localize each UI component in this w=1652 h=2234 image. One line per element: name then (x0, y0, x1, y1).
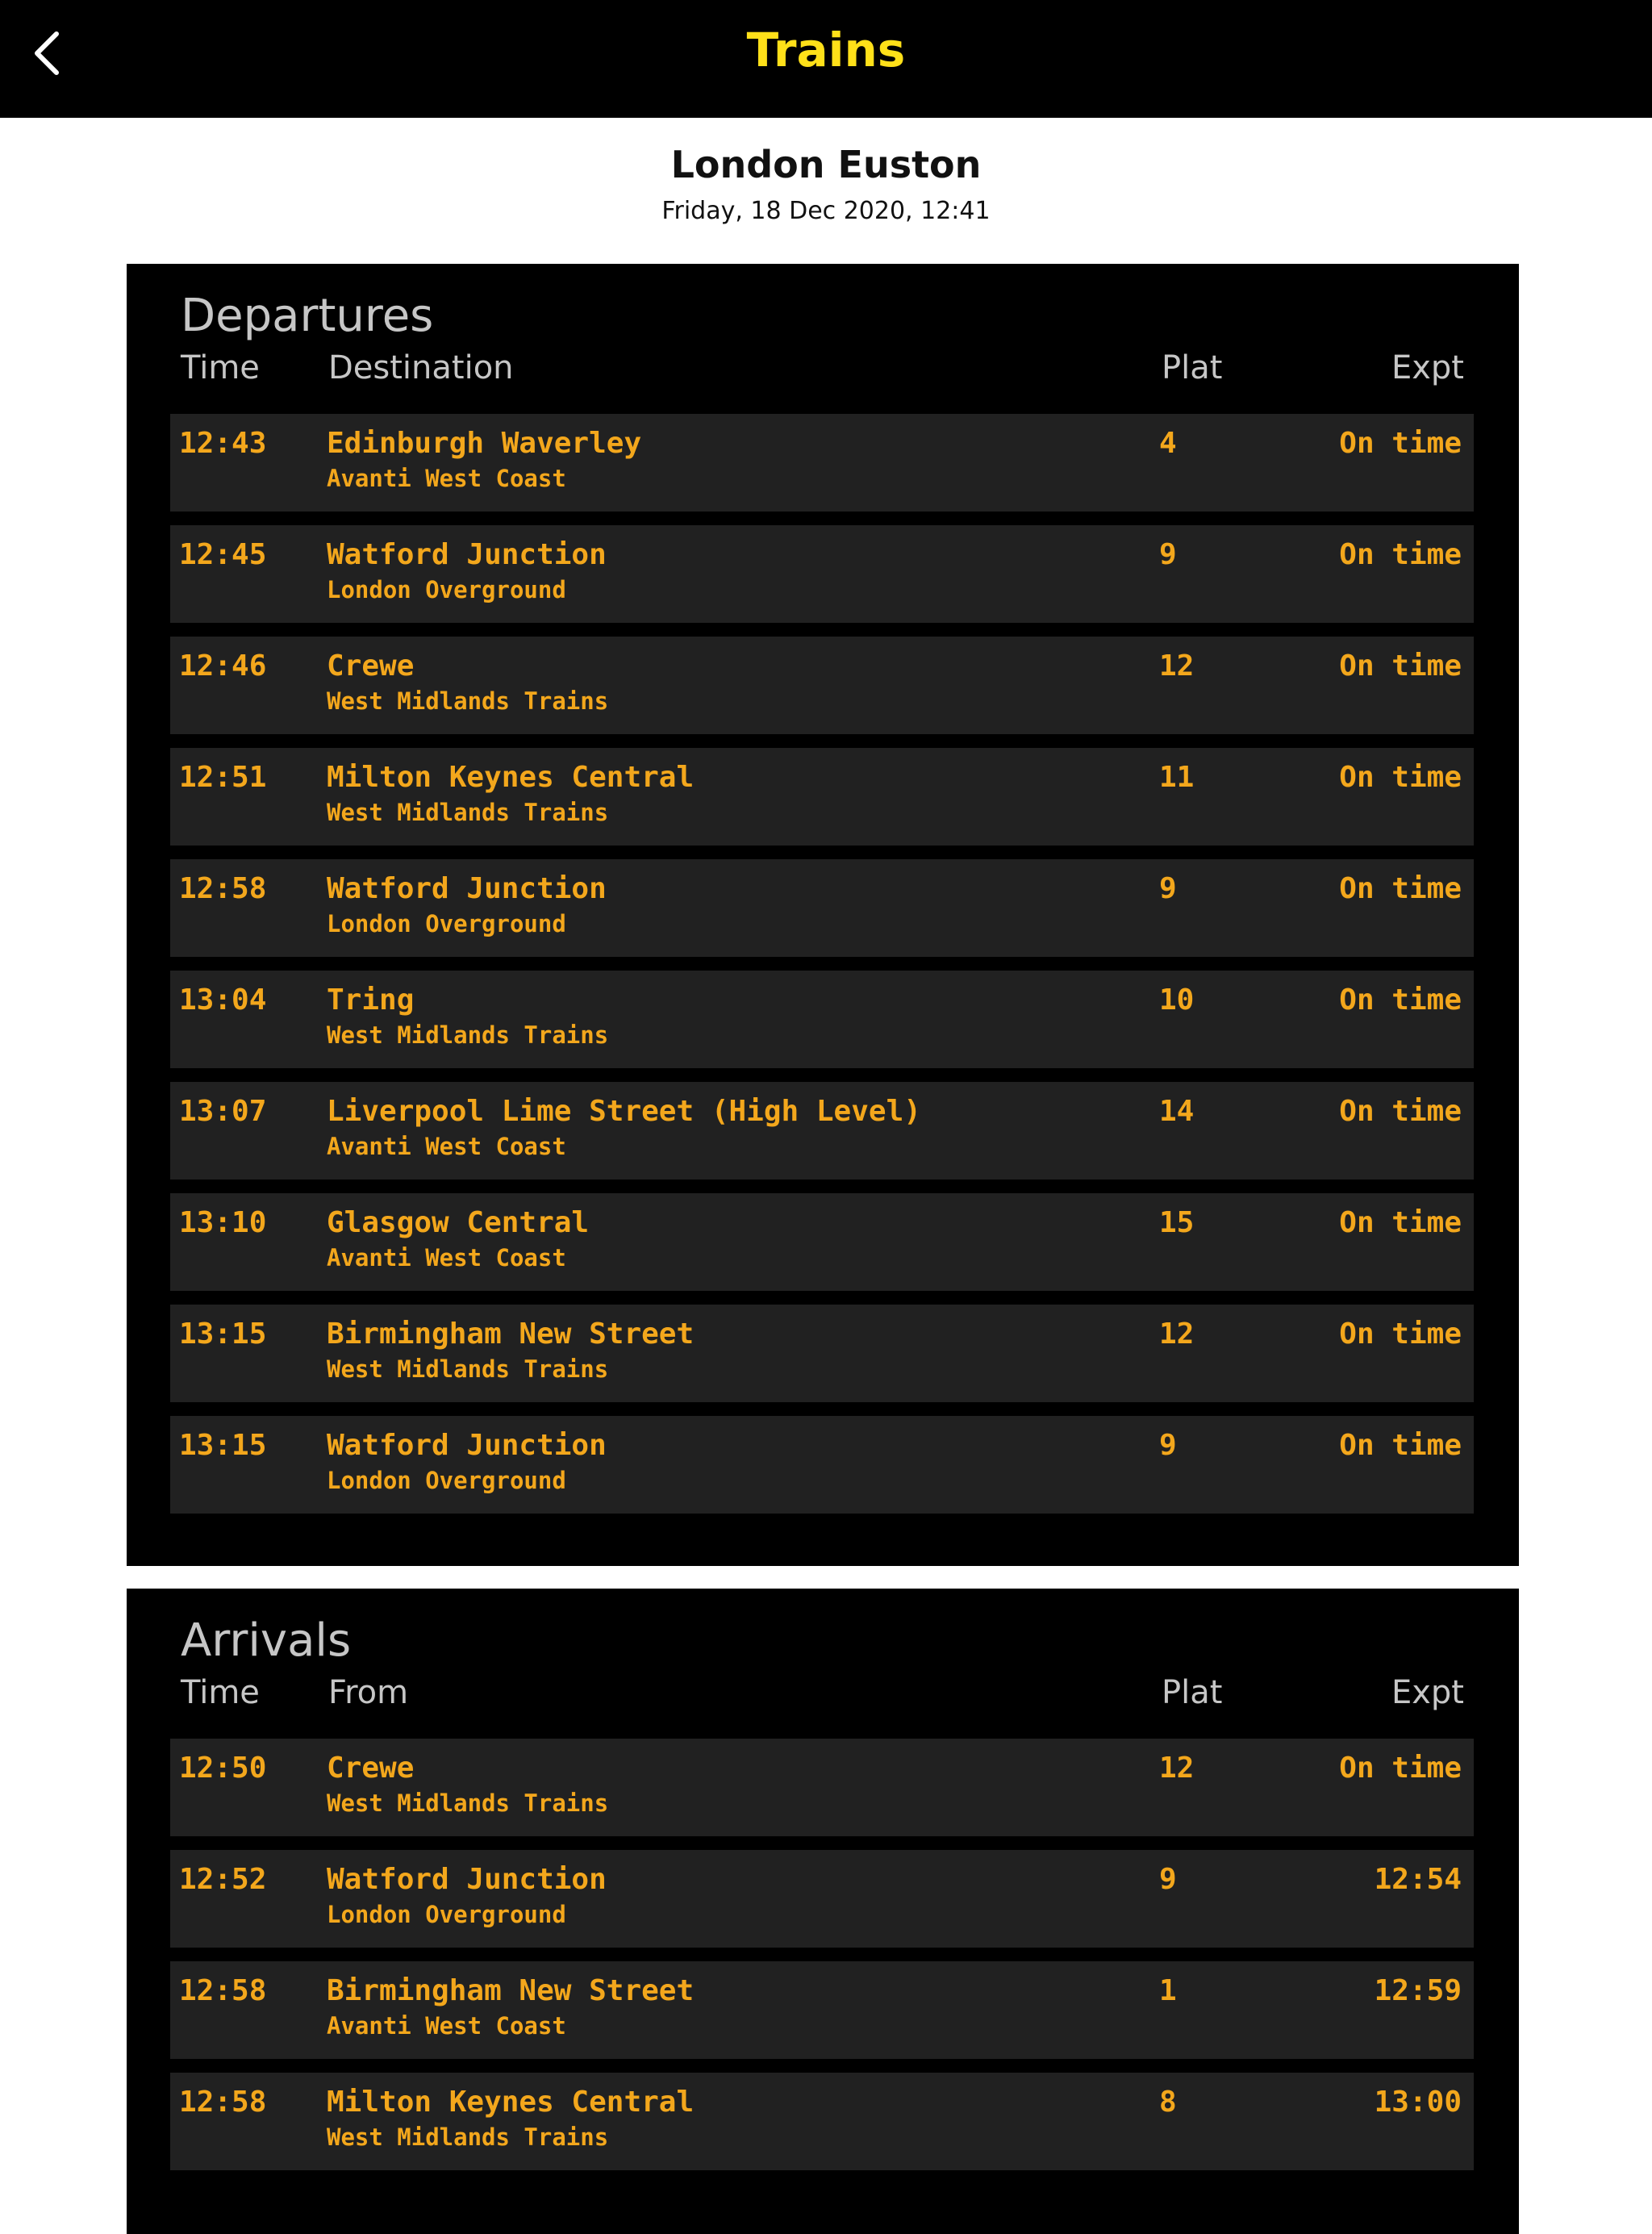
train-operator: West Midlands Trains (327, 687, 609, 715)
train-platform: 12 (1159, 649, 1195, 683)
train-expected: 13:00 (1374, 2086, 1462, 2119)
departures-list (170, 414, 1474, 1527)
table-row[interactable] (170, 1739, 1474, 1836)
train-platform: 8 (1159, 2086, 1177, 2119)
train-operator: London Overground (327, 910, 566, 937)
table-row[interactable] (170, 2073, 1474, 2170)
train-time: 12:58 (179, 872, 267, 905)
train-expected: On time (1339, 427, 1462, 460)
train-time: 13:15 (179, 1317, 267, 1351)
train-operator: West Midlands Trains (327, 1355, 609, 1383)
arrivals-expected-header: Expt (1391, 1674, 1464, 1711)
train-station: Milton Keynes Central (327, 2086, 695, 2119)
train-time: 12:58 (179, 1974, 267, 2007)
train-time: 12:45 (179, 538, 267, 571)
arrivals-title: Arrivals (181, 1614, 352, 1667)
train-time: 13:10 (179, 1206, 267, 1239)
arrivals-list (170, 1739, 1474, 2184)
train-platform: 9 (1159, 1863, 1177, 1896)
table-row[interactable] (170, 525, 1474, 623)
train-platform: 10 (1159, 983, 1195, 1017)
train-platform: 9 (1159, 1429, 1177, 1462)
departures-destination-header: Destination (328, 349, 514, 386)
train-time: 13:04 (179, 983, 267, 1017)
train-station: Birmingham New Street (327, 1317, 695, 1351)
train-station: Crewe (327, 649, 415, 683)
train-station: Watford Junction (327, 1863, 607, 1896)
table-row[interactable] (170, 1850, 1474, 1948)
train-operator: Avanti West Coast (327, 465, 566, 492)
table-row[interactable] (170, 414, 1474, 512)
train-platform: 9 (1159, 872, 1177, 905)
train-time: 13:15 (179, 1429, 267, 1462)
train-station: Birmingham New Street (327, 1974, 695, 2007)
train-platform: 11 (1159, 761, 1195, 794)
train-platform: 15 (1159, 1206, 1195, 1239)
departures-board (127, 264, 1519, 1566)
page-title: Trains (746, 23, 906, 77)
train-platform: 9 (1159, 538, 1177, 571)
train-platform: 14 (1159, 1095, 1195, 1128)
train-time: 12:51 (179, 761, 267, 794)
departures-title: Departures (181, 290, 434, 342)
train-operator: Avanti West Coast (327, 1244, 566, 1272)
train-operator: Avanti West Coast (327, 1133, 566, 1160)
train-expected: On time (1339, 1429, 1462, 1462)
train-station: Crewe (327, 1752, 415, 1785)
top-navigation-bar (0, 0, 1652, 118)
train-station: Watford Junction (327, 872, 607, 905)
train-station: Tring (327, 983, 415, 1017)
arrivals-from-header: From (328, 1674, 409, 1711)
train-operator: West Midlands Trains (327, 1789, 609, 1817)
train-platform: 12 (1159, 1317, 1195, 1351)
train-time: 12:43 (179, 427, 267, 460)
table-row[interactable] (170, 748, 1474, 846)
arrivals-platform-header: Plat (1162, 1674, 1223, 1711)
train-station: Watford Junction (327, 1429, 607, 1462)
arrivals-time-header: Time (181, 1674, 260, 1711)
train-time: 12:58 (179, 2086, 267, 2119)
table-row[interactable] (170, 1961, 1474, 2059)
train-platform: 4 (1159, 427, 1177, 460)
train-time: 12:50 (179, 1752, 267, 1785)
train-operator: Avanti West Coast (327, 2012, 566, 2040)
table-row[interactable] (170, 1416, 1474, 1514)
table-row[interactable] (170, 1193, 1474, 1291)
train-expected: On time (1339, 1317, 1462, 1351)
train-expected: On time (1339, 872, 1462, 905)
train-time: 12:46 (179, 649, 267, 683)
train-time: 13:07 (179, 1095, 267, 1128)
train-station: Milton Keynes Central (327, 761, 695, 794)
train-expected: On time (1339, 538, 1462, 571)
train-operator: West Midlands Trains (327, 799, 609, 826)
train-station: Glasgow Central (327, 1206, 590, 1239)
train-expected: 12:54 (1374, 1863, 1462, 1896)
train-operator: London Overground (327, 576, 566, 603)
table-row[interactable] (170, 1305, 1474, 1402)
train-operator: West Midlands Trains (327, 1021, 609, 1049)
table-row[interactable] (170, 637, 1474, 734)
train-expected: On time (1339, 1206, 1462, 1239)
train-platform: 12 (1159, 1752, 1195, 1785)
departures-platform-header: Plat (1162, 349, 1223, 386)
train-station: Liverpool Lime Street (High Level) (327, 1095, 921, 1128)
station-datetime: Friday, 18 Dec 2020, 12:41 (661, 197, 991, 225)
train-expected: On time (1339, 761, 1462, 794)
table-row[interactable] (170, 971, 1474, 1068)
train-platform: 1 (1159, 1974, 1177, 2007)
train-expected: On time (1339, 1095, 1462, 1128)
train-expected: 12:59 (1374, 1974, 1462, 2007)
train-expected: On time (1339, 983, 1462, 1017)
departures-time-header: Time (181, 349, 260, 386)
arrivals-board (127, 1589, 1519, 2234)
train-station: Edinburgh Waverley (327, 427, 642, 460)
table-row[interactable] (170, 859, 1474, 957)
train-expected: On time (1339, 1752, 1462, 1785)
station-name: London Euston (670, 143, 982, 186)
train-operator: London Overground (327, 1901, 566, 1928)
train-time: 12:52 (179, 1863, 267, 1896)
train-operator: West Midlands Trains (327, 2123, 609, 2151)
train-expected: On time (1339, 649, 1462, 683)
train-operator: London Overground (327, 1467, 566, 1494)
departures-expected-header: Expt (1391, 349, 1464, 386)
table-row[interactable] (170, 1082, 1474, 1180)
train-station: Watford Junction (327, 538, 607, 571)
